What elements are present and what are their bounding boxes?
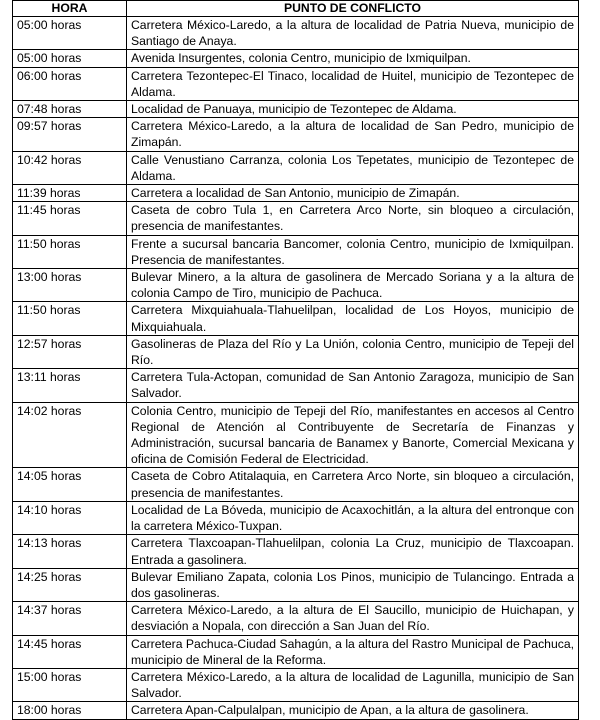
table-row	[13, 369, 579, 402]
hora-cell: 12:57 horas	[13, 335, 127, 368]
hora-cell: 06:00 horas	[13, 67, 127, 100]
table-row	[13, 702, 579, 719]
hora-cell: 13:00 horas	[13, 269, 127, 302]
table-row	[13, 402, 579, 468]
punto-cell: Carretera Mixquiahuala-Tlahuelilpan, localidad de Los Hoyos, municipio de Mixquiahuala.	[127, 302, 579, 335]
hora-cell: 11:50 horas	[13, 235, 127, 268]
hora-cell: 14:02 horas	[13, 402, 127, 468]
punto-cell: Caseta de Cobro Atitalaquia, en Carretera Arco Norte, sin bloqueo a circulación, presencia de manifestantes.	[127, 468, 579, 501]
hora-cell: 11:39 horas	[13, 185, 127, 202]
punto-cell: Carretera Tlaxcoapan-Tlahuelilpan, colonia La Cruz, municipio de Tlaxcoapan. Entrada a gasolinera.	[127, 535, 579, 568]
hora-cell: 13:11 horas	[13, 369, 127, 402]
table-row	[13, 635, 579, 668]
hora-cell: 05:00 horas	[13, 50, 127, 67]
conflict-table	[12, 0, 579, 720]
table-body	[13, 17, 579, 720]
punto-cell: Localidad de La Bóveda, municipio de Acaxochitlán, a la altura del entronque con la carretera México-Tuxpan.	[127, 501, 579, 534]
hora-cell: 07:48 horas	[13, 101, 127, 118]
table-row	[13, 185, 579, 202]
hora-cell: 14:10 horas	[13, 501, 127, 534]
table-header-row	[13, 1, 579, 17]
hora-cell: 14:05 horas	[13, 468, 127, 501]
hora-cell: 11:45 horas	[13, 202, 127, 235]
table-row	[13, 668, 579, 701]
hora-cell: 14:45 horas	[13, 635, 127, 668]
hora-cell: 15:00 horas	[13, 668, 127, 701]
table-row	[13, 568, 579, 601]
hora-cell: 10:42 horas	[13, 151, 127, 184]
header-hora: HORA	[13, 1, 127, 17]
table-row	[13, 17, 579, 50]
punto-cell: Carretera Apan-Calpulalpan, municipio de Apan, a la altura de gasolinera.	[127, 702, 579, 719]
punto-cell: Carretera Tula-Actopan, comunidad de San Antonio Zaragoza, municipio de San Salvador.	[127, 369, 579, 402]
table-row	[13, 501, 579, 534]
punto-cell: Localidad de Panuaya, municipio de Tezontepec de Aldama.	[127, 101, 579, 118]
table-row	[13, 602, 579, 635]
table-row	[13, 67, 579, 100]
punto-cell: Calle Venustiano Carranza, colonia Los Tepetates, municipio de Tezontepec de Aldama.	[127, 151, 579, 184]
punto-cell: Colonia Centro, municipio de Tepeji del Río, manifestantes en accesos al Centro Regional de Atención al Contribuyente de Secretaría de Finanzas y Administración, sucursal bancaria de Banamex y Banorte, Comercial Mexicana y oficina de Comisión Federal de Electricidad.	[127, 402, 579, 468]
header-punto-de-conflicto: PUNTO DE CONFLICTO	[127, 1, 579, 17]
punto-cell: Carretera México-Laredo, a la altura de localidad de San Pedro, municipio de Zimapán.	[127, 118, 579, 151]
punto-cell: Carretera México-Laredo, a la altura de localidad de Lagunilla, municipio de San Salvador.	[127, 668, 579, 701]
conflict-table-container	[12, 0, 579, 720]
hora-cell: 11:50 horas	[13, 302, 127, 335]
table-row	[13, 335, 579, 368]
punto-cell: Carretera México-Laredo, a la altura de localidad de Patria Nueva, municipio de Santiago de Anaya.	[127, 17, 579, 50]
punto-cell: Bulevar Minero, a la altura de gasolinera de Mercado Soriana y a la altura de colonia Campo de Tiro, municipio de Pachuca.	[127, 269, 579, 302]
hora-cell: 18:00 horas	[13, 702, 127, 719]
punto-cell: Carretera a localidad de San Antonio, municipio de Zimapán.	[127, 185, 579, 202]
table-row	[13, 50, 579, 67]
hora-cell: 14:37 horas	[13, 602, 127, 635]
table-row	[13, 235, 579, 268]
punto-cell: Bulevar Emiliano Zapata, colonia Los Pinos, municipio de Tulancingo. Entrada a dos gasolineras.	[127, 568, 579, 601]
punto-cell: Gasolineras de Plaza del Río y La Unión, colonia Centro, municipio de Tepeji del Río.	[127, 335, 579, 368]
punto-cell: Avenida Insurgentes, colonia Centro, municipio de Ixmiquilpan.	[127, 50, 579, 67]
table-row	[13, 101, 579, 118]
table-row	[13, 202, 579, 235]
punto-cell: Caseta de cobro Tula 1, en Carretera Arco Norte, sin bloqueo a circulación, presencia de manifestantes.	[127, 202, 579, 235]
hora-cell: 14:25 horas	[13, 568, 127, 601]
hora-cell: 09:57 horas	[13, 118, 127, 151]
table-row	[13, 302, 579, 335]
table-row	[13, 118, 579, 151]
table-row	[13, 269, 579, 302]
table-row	[13, 468, 579, 501]
punto-cell: Carretera México-Laredo, a la altura de El Saucillo, municipio de Huichapan, y desviación a Nopala, con dirección a San Juan del Río.	[127, 602, 579, 635]
hora-cell: 05:00 horas	[13, 17, 127, 50]
punto-cell: Frente a sucursal bancaria Bancomer, colonia Centro, municipio de Ixmiquilpan. Presencia de manifestantes.	[127, 235, 579, 268]
punto-cell: Carretera Tezontepec-El Tinaco, localidad de Huitel, municipio de Tezontepec de Aldama.	[127, 67, 579, 100]
punto-cell: Carretera Pachuca-Ciudad Sahagún, a la altura del Rastro Municipal de Pachuca, municipio de Mineral de la Reforma.	[127, 635, 579, 668]
table-row	[13, 535, 579, 568]
table-row	[13, 151, 579, 184]
hora-cell: 14:13 horas	[13, 535, 127, 568]
